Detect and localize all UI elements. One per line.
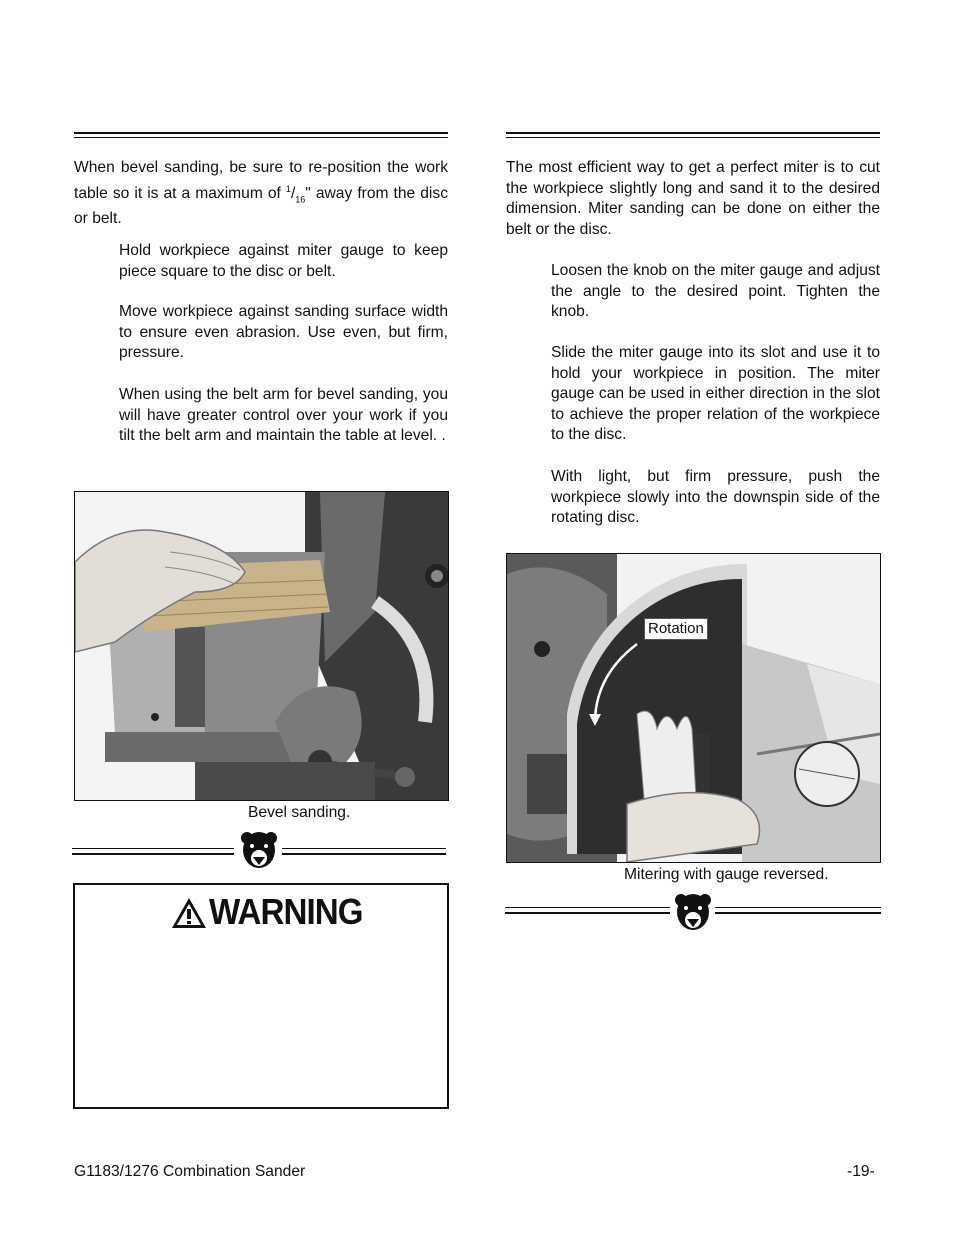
left-divider-right (282, 848, 446, 855)
fraction-numerator: 1 (285, 183, 291, 194)
left-intro-text-a: When bevel sanding, be sure to re-position the work table so it is at a maximum of (74, 159, 448, 202)
left-step-2: Move workpiece against sanding surface width to ensure even abrasion. Use even, but firm, pressure. (119, 303, 448, 361)
bevel-sanding-illustration (75, 492, 448, 800)
right-divider-right (715, 907, 881, 914)
fraction-denominator: 16 (295, 193, 306, 204)
right-step-2: Slide the miter gauge into its slot and use it to hold your workpiece in position. The miter gauge can be used in either direction in the slot to achieve the proper relation of the workpiece to the disc. (551, 344, 880, 443)
rotation-label: Rotation (644, 618, 708, 640)
mitering-illustration (507, 554, 880, 862)
mitering-photo (506, 553, 881, 863)
left-step-1: Hold workpiece against miter gauge to keep piece square to the disc or belt. (119, 242, 448, 280)
left-intro-text-b: " away from the disc or belt. (74, 184, 448, 228)
warning-title: WARNING (209, 891, 363, 932)
left-step-3: When using the belt arm for bevel sanding, you will have greater control over your work if you tilt the belt arm and maintain the table at level. . (119, 386, 448, 444)
right-divider-left (505, 907, 670, 914)
left-divider-left (72, 848, 234, 855)
right-section-rule (506, 132, 880, 138)
left-intro-paragraph: When bevel sanding, be sure to re-position the work table so it is at a maximum of $^1/_{16}$" away from the disc or belt. (74, 159, 448, 228)
bear-logo-icon (240, 830, 278, 872)
footer-title: G1183/1276 Combination Sander (74, 1163, 306, 1180)
warning-box (73, 883, 449, 1109)
right-step-1: Loosen the knob on the miter gauge and adjust the angle to the desired point. Tighten the knob. (551, 262, 880, 320)
bevel-sanding-photo (74, 491, 449, 801)
right-intro-paragraph: The most efficient way to get a perfect miter is to cut the workpiece slightly long and sand it to the desired dimension. Miter sanding can be done on either the belt or the disc. (506, 159, 880, 238)
bear-logo-icon (674, 892, 712, 934)
mitering-caption: Mitering with gauge reversed. (624, 866, 829, 883)
left-section-rule (74, 132, 448, 138)
bevel-sanding-caption: Bevel sanding. (248, 804, 351, 821)
page-number: -19- (847, 1163, 875, 1180)
right-step-3: With light, but firm pressure, push the workpiece slowly into the downspin side of the rotating disc. (551, 468, 880, 526)
warning-triangle-icon (171, 897, 207, 929)
